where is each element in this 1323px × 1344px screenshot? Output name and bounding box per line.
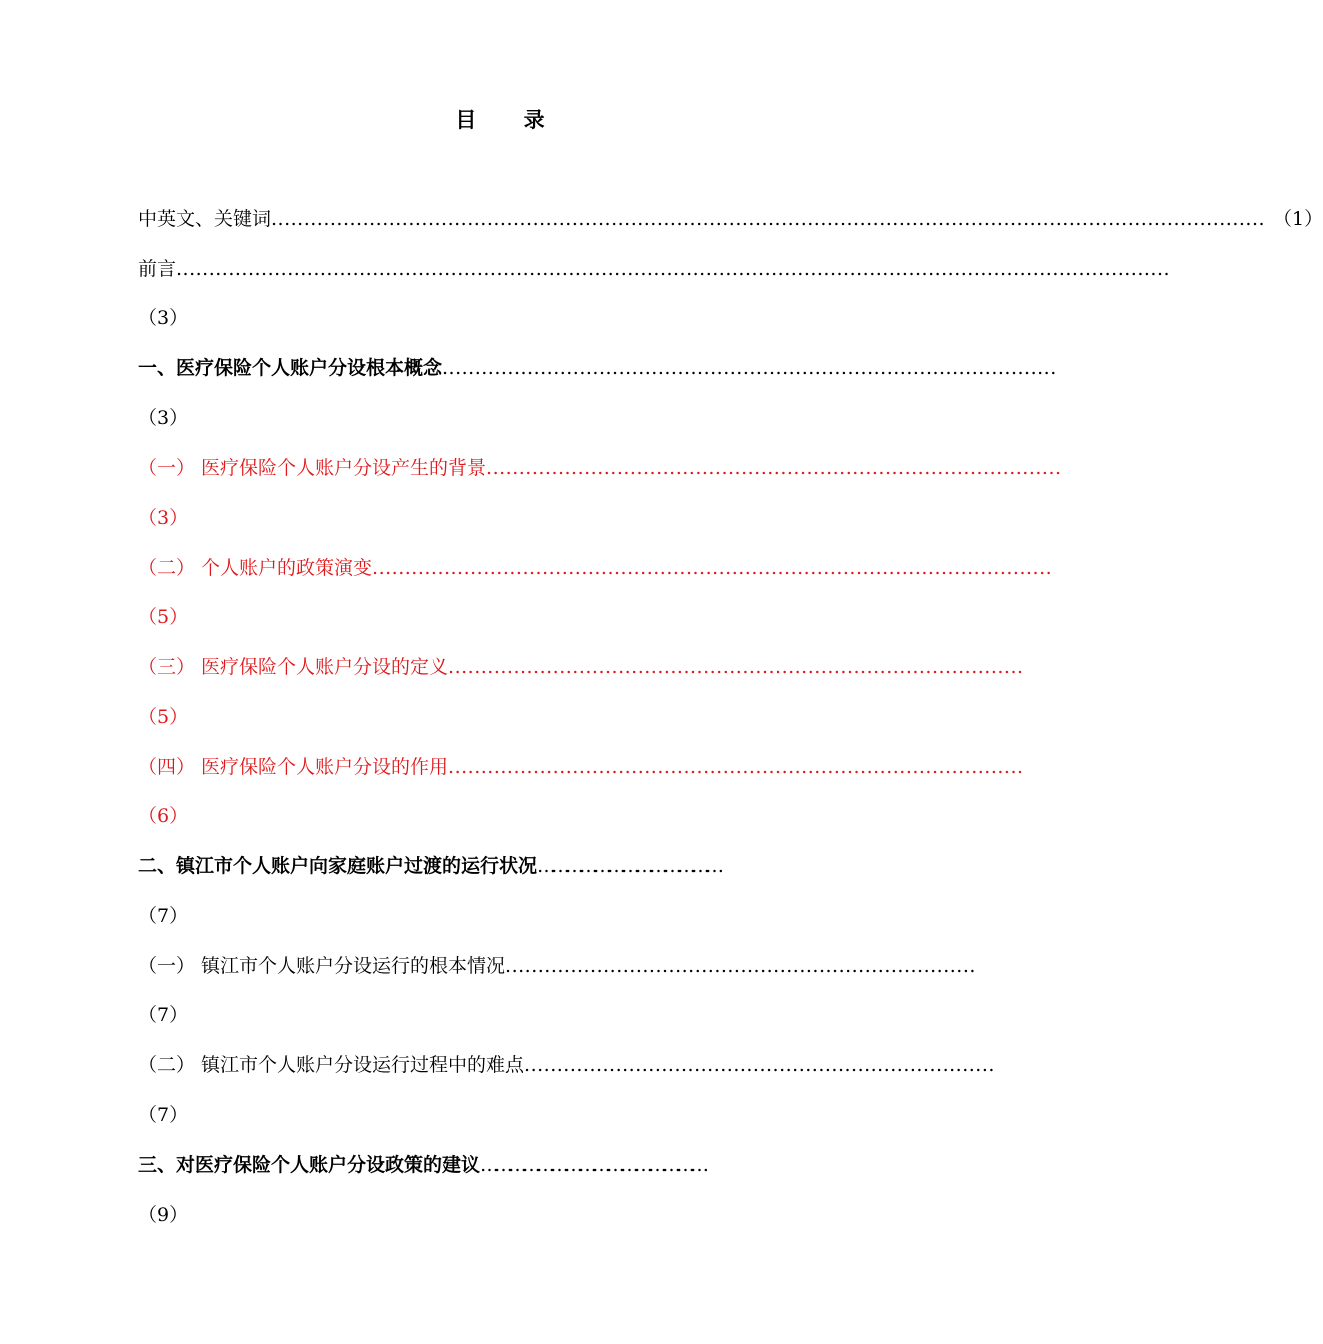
toc-leader-dots: ………………………………… bbox=[537, 855, 720, 877]
toc-leader-dots: ........................................................................................ bbox=[486, 457, 1062, 479]
toc-entry-text: （一） 镇江市个人账户分设运行的根本情况 bbox=[138, 955, 506, 977]
toc-entry-text: （四） 医疗保险个人账户分设的作用 bbox=[138, 756, 449, 778]
toc-leader-dots: .............................................................................................. bbox=[442, 357, 1057, 379]
toc-entry-text: 三、对医疗保险个人账户分设政策的建议 bbox=[138, 1154, 481, 1176]
toc-entry-section-1-3[interactable] bbox=[138, 652, 1024, 682]
toc-leader-dots: ........................................................................ bbox=[524, 1054, 995, 1076]
page-title: 目 录 bbox=[455, 108, 565, 132]
toc-leader-dots: ........................................................................................................................................................ bbox=[271, 208, 1266, 230]
toc-entry-text: （二） 镇江市个人账户分设运行过程中的难点 bbox=[138, 1054, 525, 1076]
toc-entry-text: （二） 个人账户的政策演变 bbox=[138, 557, 373, 579]
toc-leader-dots: ........................................................................................ bbox=[448, 656, 1024, 678]
toc-entry-text: 中英文、关键词 bbox=[138, 208, 272, 230]
toc-leader-dots: ........................................................................................................................................................ bbox=[176, 258, 1171, 280]
toc-entry-section-2-1[interactable] bbox=[138, 951, 976, 981]
toc-page-number: （3） bbox=[138, 307, 189, 329]
toc-page-number: （7） bbox=[138, 1104, 189, 1126]
toc-entry-section-1[interactable] bbox=[138, 353, 1057, 383]
toc-page-number: （7） bbox=[138, 1004, 189, 1026]
toc-entry-section-2-2[interactable] bbox=[138, 1050, 995, 1080]
toc-leader-dots: ………………………………………… bbox=[480, 1154, 705, 1176]
toc-entry-text: 前言 bbox=[138, 258, 177, 280]
toc-leader-dots: ........................................................................ bbox=[505, 955, 976, 977]
toc-page-number: （9） bbox=[138, 1204, 189, 1226]
toc-entry-text: 二、镇江市个人账户向家庭账户过渡的运行状况 bbox=[138, 855, 538, 877]
toc-page-number: （5） bbox=[138, 706, 189, 728]
toc-leader-dots: ........................................................................................ bbox=[448, 756, 1024, 778]
toc-entry-section-3[interactable] bbox=[138, 1150, 838, 1180]
toc-page-number: （3） bbox=[138, 407, 189, 429]
toc-page-number: （1） bbox=[1273, 208, 1323, 230]
toc-entry-section-1-4[interactable] bbox=[138, 752, 1024, 782]
toc-entry-text: 一、医疗保险个人账户分设根本概念 bbox=[138, 357, 443, 379]
toc-entry-text: （三） 医疗保险个人账户分设的定义 bbox=[138, 656, 449, 678]
toc-entry-section-1-2[interactable] bbox=[138, 553, 1053, 583]
toc-page-number: （3） bbox=[138, 507, 189, 529]
toc-page-number: （5） bbox=[138, 606, 189, 628]
toc-entry-text: （一） 医疗保险个人账户分设产生的背景 bbox=[138, 457, 487, 479]
toc-entry-section-1-1[interactable] bbox=[138, 453, 1062, 483]
toc-page-number: （6） bbox=[138, 805, 189, 827]
toc-page-number: （7） bbox=[138, 905, 189, 927]
toc-entry-preface[interactable] bbox=[138, 254, 1171, 284]
toc-entry-section-2[interactable] bbox=[138, 851, 838, 881]
toc-entry-keywords[interactable] bbox=[138, 204, 1323, 234]
toc-leader-dots: ........................................................................................................ bbox=[372, 557, 1053, 579]
